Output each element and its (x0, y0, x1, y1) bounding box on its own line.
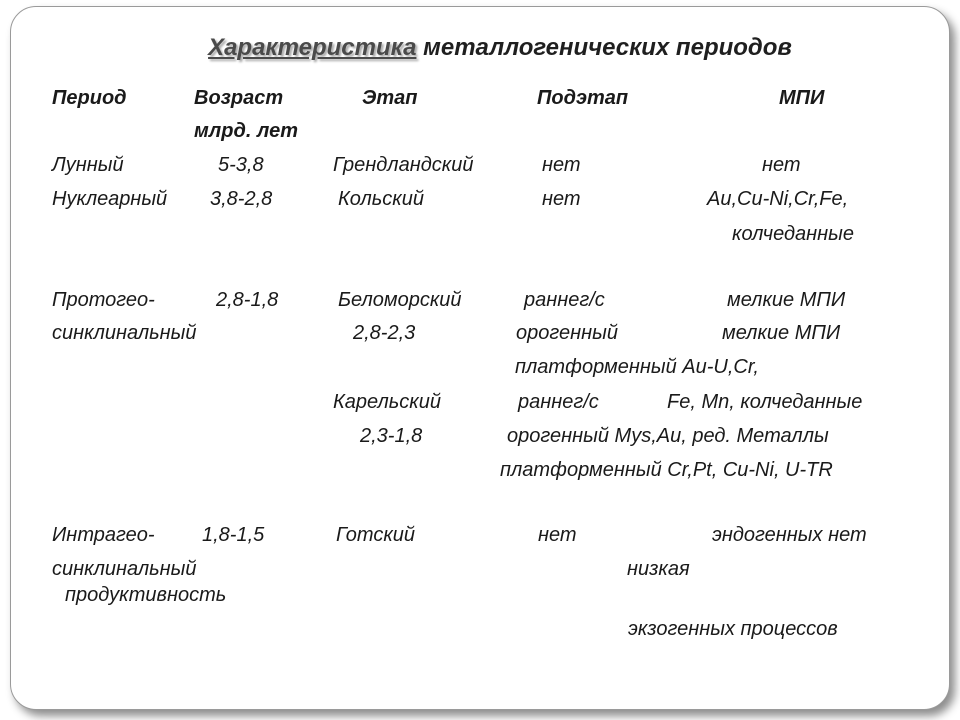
karelsky-sub2-mpi: орогенный Mys,Au, ред. Металлы (507, 425, 829, 447)
karelsky-sub1: раннег/с (518, 391, 599, 413)
intrageo-period-line2: синклинальный (52, 558, 197, 580)
lunar-substage: нет (542, 154, 581, 176)
intrageo-substage: нет (538, 524, 577, 546)
protogeo-period-line2: синклинальный (52, 322, 197, 344)
nuclear-mpi-line1: Au,Cu-Ni,Cr,Fe, (707, 188, 849, 210)
karelsky-sub3-mpi: платформенный Cr,Pt, Cu-Ni, U-TR (500, 459, 833, 481)
intrageo-mpi-line4: экзогенных процессов (628, 618, 838, 640)
belomorsky-mpi1: мелкие МПИ (727, 289, 846, 311)
belomorsky-stage: Беломорский (338, 289, 462, 311)
nuclear-substage: нет (542, 188, 581, 210)
header-period: Период (52, 87, 127, 109)
karelsky-stage: Карельский (333, 391, 441, 413)
belomorsky-mpi2: мелкие МПИ (722, 322, 841, 344)
lunar-period: Лунный (52, 154, 124, 176)
intrageo-mpi-line2: низкая (627, 558, 690, 580)
intrageo-age: 1,8-1,5 (202, 524, 265, 546)
karelsky-age: 2,3-1,8 (360, 425, 423, 447)
title-emphasis: Характеристика (208, 34, 417, 61)
intrageo-period-line1: Интрагео- (52, 524, 155, 546)
nuclear-age: 3,8-2,8 (210, 188, 273, 210)
title-rest: металлогенических периодов (423, 34, 792, 61)
header-age-unit: млрд. лет (194, 120, 299, 142)
protogeo-age: 2,8-1,8 (216, 289, 279, 311)
nuclear-stage: Кольский (338, 188, 424, 210)
belomorsky-sub3-mpi: платформенный Au-U,Cr, (515, 356, 759, 378)
belomorsky-age: 2,8-2,3 (353, 322, 416, 344)
belomorsky-sub2: орогенный (516, 322, 618, 344)
header-age: Возраст (194, 87, 284, 109)
intrageo-stage: Готский (336, 524, 416, 546)
slide-title (0, 34, 960, 62)
intrageo-mpi-line1: эндогенных нет (712, 524, 867, 546)
karelsky-mpi1: Fe, Mn, колчеданные (667, 391, 863, 413)
lunar-age: 5-3,8 (218, 154, 264, 176)
nuclear-period: Нуклеарный (52, 188, 168, 210)
protogeo-period-line1: Протогео- (52, 289, 155, 311)
intrageo-mpi-line3: продуктивность (65, 584, 227, 606)
nuclear-mpi-line2: колчеданные (732, 223, 855, 245)
lunar-mpi: нет (762, 154, 801, 176)
belomorsky-sub1: раннег/с (524, 289, 605, 311)
lunar-stage: Грендландский (333, 154, 474, 176)
header-stage: Этап (362, 87, 418, 109)
header-substage: Подэтап (537, 87, 629, 109)
header-mpi: МПИ (779, 87, 825, 109)
